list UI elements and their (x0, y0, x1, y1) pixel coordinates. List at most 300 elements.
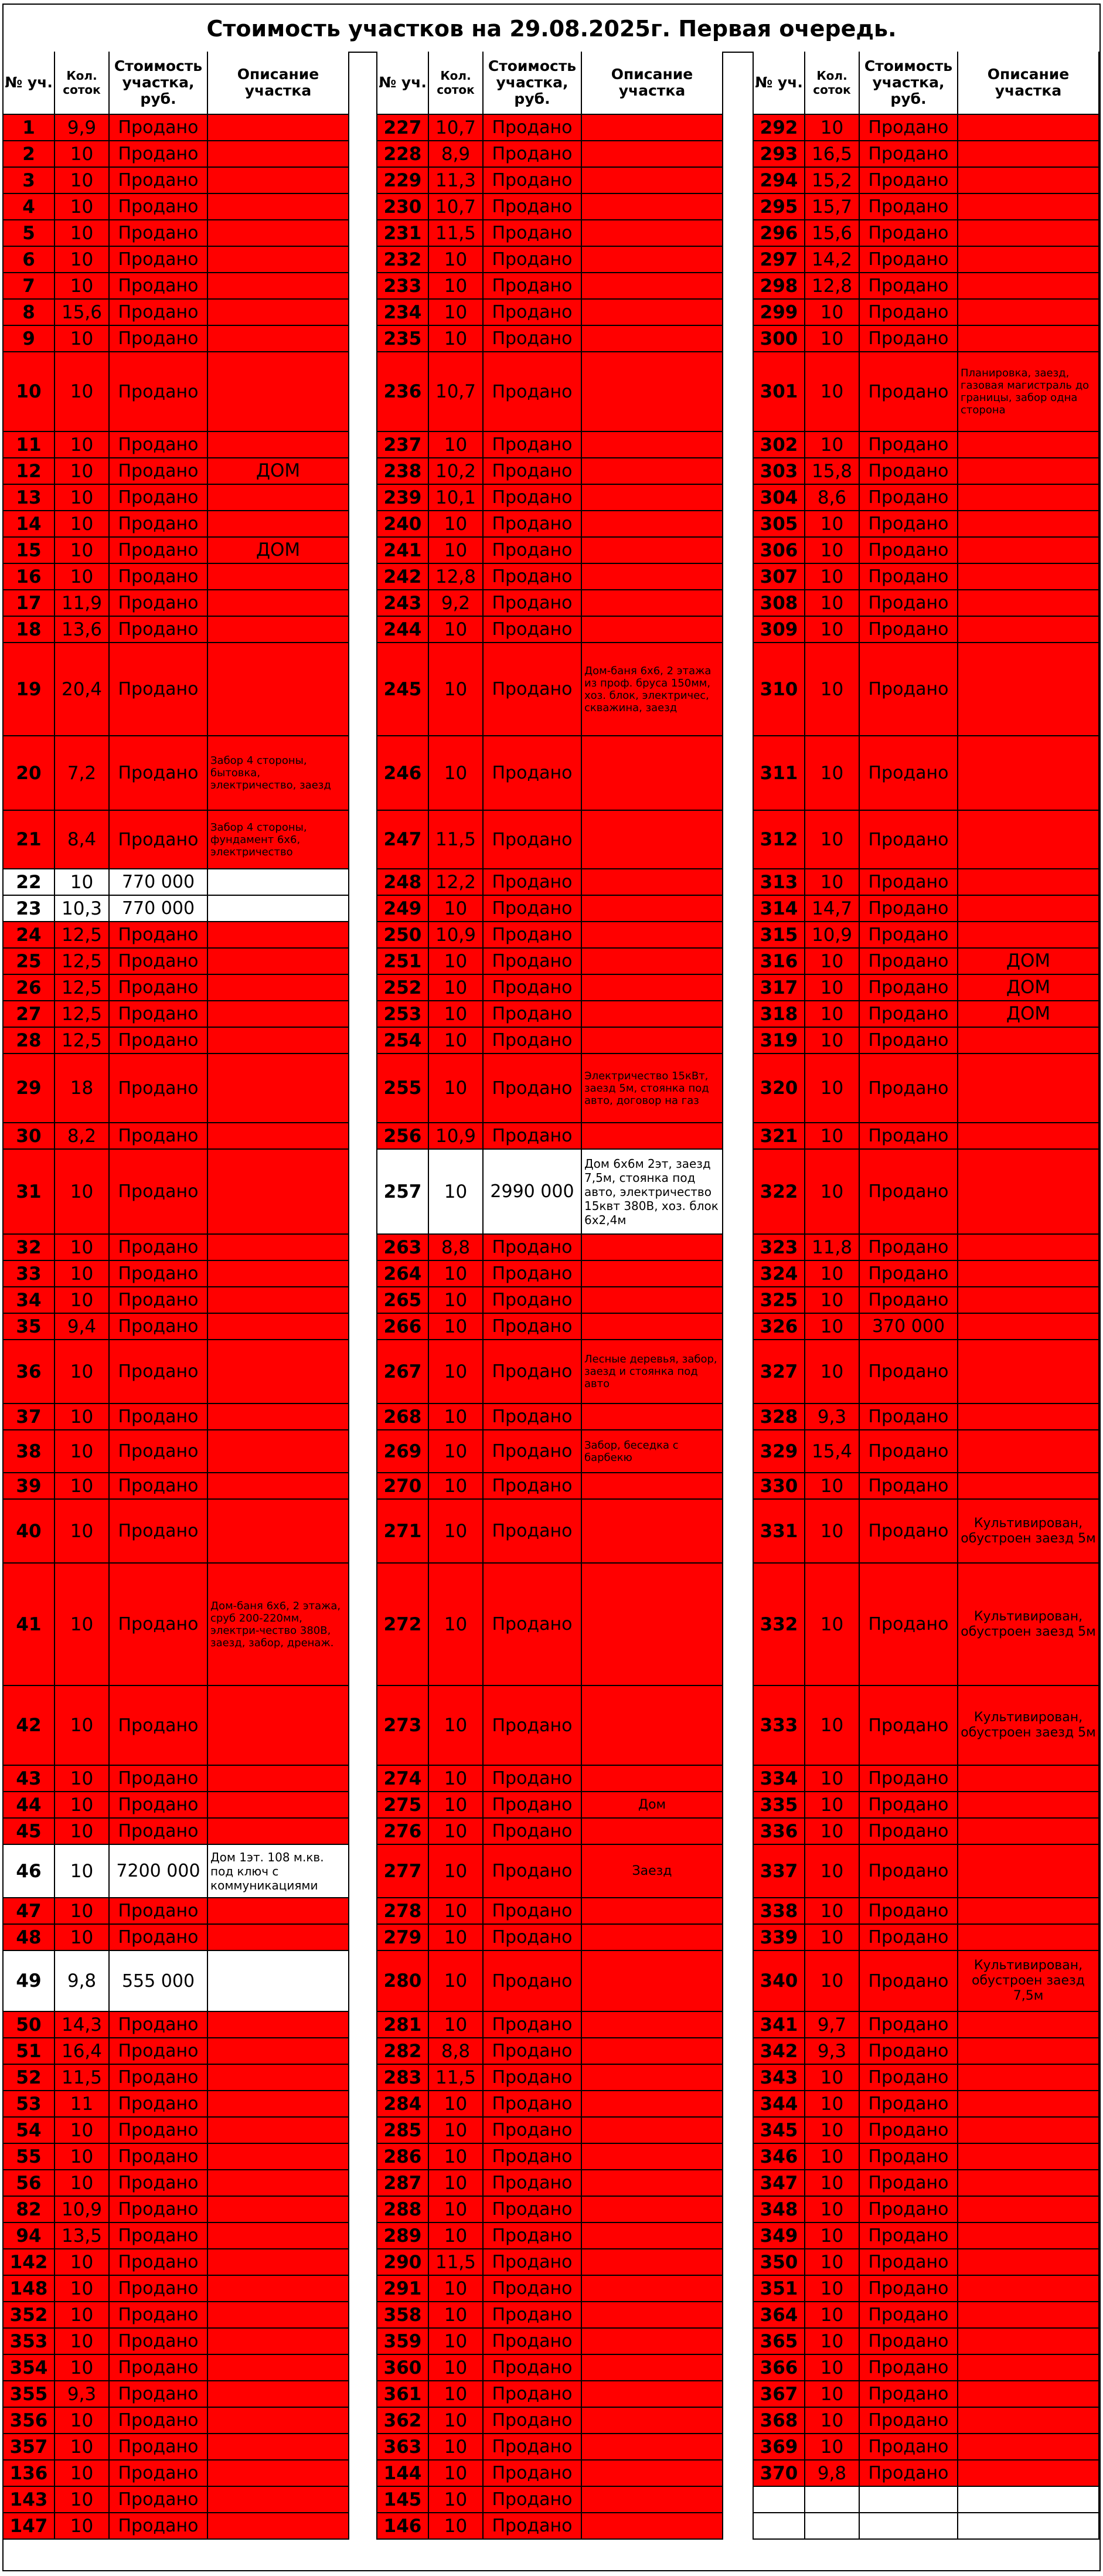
plot-description: Культивирован, обустроен заезд 5м (961, 1609, 1096, 1639)
plot-price: Продано (860, 2065, 958, 2090)
table-row[interactable] (4, 922, 348, 949)
table-row[interactable] (377, 1001, 722, 1028)
table-row[interactable] (377, 736, 722, 811)
table-row[interactable] (4, 2249, 348, 2276)
table-row[interactable] (4, 1404, 348, 1430)
table-row[interactable] (377, 975, 722, 1001)
plot-area: 10 (429, 2434, 484, 2459)
plot-description (958, 1287, 1098, 1313)
table-row[interactable] (4, 538, 348, 564)
plot-description: Заезд (632, 1863, 672, 1878)
table-row[interactable] (4, 1314, 348, 1340)
table-row[interactable] (4, 1766, 348, 1792)
plot-price: Продано (484, 1925, 582, 1950)
plot-description: ДОМ (1006, 977, 1051, 998)
table-row[interactable] (377, 194, 722, 220)
table-row[interactable] (4, 485, 348, 511)
plot-number: 31 (4, 1150, 55, 1233)
plot-area: 10 (429, 1404, 484, 1429)
table-row[interactable] (4, 432, 348, 458)
table-row[interactable] (377, 2513, 722, 2540)
table-row[interactable] (4, 194, 348, 220)
plot-number: 310 (754, 643, 805, 735)
plot-price: Продано (484, 1564, 582, 1685)
table-row[interactable] (377, 538, 722, 564)
table-row[interactable] (377, 220, 722, 247)
table-row[interactable] (4, 1340, 348, 1404)
plot-area: 10 (429, 2223, 484, 2248)
plot-area: 10 (55, 1845, 110, 1897)
header-description: Описание участка (237, 66, 319, 99)
table-row[interactable] (754, 617, 1098, 643)
table-row[interactable] (754, 1314, 1098, 1340)
table-row[interactable] (754, 869, 1098, 896)
table-row[interactable] (4, 1898, 348, 1925)
plot-number: 15 (4, 538, 55, 563)
table-row[interactable] (754, 1261, 1098, 1287)
table-row[interactable] (754, 811, 1098, 869)
table-row[interactable] (377, 2461, 722, 2487)
table-row[interactable] (377, 2118, 722, 2144)
table-row[interactable] (377, 1564, 722, 1686)
table-row[interactable] (4, 2302, 348, 2329)
table-row[interactable] (377, 485, 722, 511)
plot-area: 10 (429, 2408, 484, 2433)
table-row[interactable] (4, 2434, 348, 2461)
plot-area: 10 (429, 2144, 484, 2169)
plot-price: Продано (860, 1845, 958, 1897)
table-row[interactable] (754, 326, 1098, 352)
table-row[interactable] (4, 2118, 348, 2144)
table-row[interactable] (4, 811, 348, 869)
table-row[interactable] (754, 2223, 1098, 2249)
table-row[interactable] (4, 736, 348, 811)
table-row[interactable] (377, 2434, 722, 2461)
plot-number: 231 (377, 220, 429, 246)
plot-description (582, 590, 722, 616)
plot-price: Продано (860, 2381, 958, 2407)
table-row[interactable] (4, 220, 348, 247)
table-row[interactable] (754, 247, 1098, 273)
plot-area: 10 (55, 1564, 110, 1685)
table-row[interactable] (754, 1686, 1098, 1766)
plot-number: 145 (377, 2487, 429, 2512)
table-row[interactable] (4, 2513, 348, 2540)
plot-price: Продано (484, 1340, 582, 1403)
plot-price: Продано (484, 141, 582, 166)
table-row[interactable] (4, 2381, 348, 2408)
table-row[interactable] (4, 1001, 348, 1028)
table-row[interactable] (754, 590, 1098, 617)
plot-area: 9,3 (805, 1404, 860, 1429)
table-row[interactable] (4, 458, 348, 485)
table-row[interactable] (377, 115, 722, 141)
table-row[interactable] (4, 2065, 348, 2091)
plot-number: 327 (754, 1340, 805, 1403)
table-row[interactable] (754, 2276, 1098, 2302)
table-row[interactable] (754, 1925, 1098, 1951)
plot-number: 320 (754, 1054, 805, 1122)
table-row[interactable] (4, 273, 348, 300)
plot-area: 9,7 (805, 2012, 860, 2037)
table-row[interactable] (377, 2276, 722, 2302)
table-row[interactable] (377, 2408, 722, 2434)
plot-area: 10 (805, 1314, 860, 1339)
plot-area: 10 (55, 2329, 110, 2354)
table-row[interactable] (754, 922, 1098, 949)
table-row[interactable] (377, 1500, 722, 1564)
table-row[interactable] (754, 2118, 1098, 2144)
table-row[interactable] (754, 2355, 1098, 2381)
table-row[interactable] (377, 1792, 722, 1819)
plot-area: 10 (805, 2249, 860, 2275)
table-row[interactable] (377, 2012, 722, 2038)
table-row[interactable] (4, 326, 348, 352)
plot-number: 256 (377, 1123, 429, 1148)
plot-area: 10 (55, 1686, 110, 1765)
table-row[interactable] (4, 1473, 348, 1500)
plot-description (958, 1314, 1098, 1339)
table-row[interactable] (4, 1261, 348, 1287)
table-row[interactable] (377, 1235, 722, 1261)
table-row[interactable] (4, 1123, 348, 1150)
table-row[interactable] (377, 141, 722, 168)
table-row[interactable] (4, 2487, 348, 2513)
table-row[interactable] (754, 115, 1098, 141)
table-row[interactable] (754, 2434, 1098, 2461)
table-row[interactable] (377, 617, 722, 643)
table-row[interactable] (4, 2223, 348, 2249)
table-row[interactable] (377, 2038, 722, 2065)
table-row[interactable] (754, 2065, 1098, 2091)
table-row[interactable] (754, 220, 1098, 247)
plot-number: 94 (4, 2223, 55, 2248)
table-row[interactable] (4, 1925, 348, 1951)
table-row[interactable] (754, 896, 1098, 922)
table-row[interactable] (4, 2276, 348, 2302)
table-row[interactable] (754, 2170, 1098, 2197)
table-row[interactable] (4, 949, 348, 975)
plot-area: 10 (55, 1430, 110, 1472)
table-row[interactable] (377, 1819, 722, 1845)
table-row[interactable] (4, 1792, 348, 1819)
table-row[interactable] (377, 1404, 722, 1430)
table-row[interactable] (754, 2329, 1098, 2355)
table-row[interactable] (377, 811, 722, 869)
table-row[interactable] (754, 1404, 1098, 1430)
table-row[interactable] (754, 1564, 1098, 1686)
plot-number: 282 (377, 2038, 429, 2064)
header-row (4, 52, 348, 115)
table-row[interactable] (4, 2408, 348, 2434)
table-row[interactable] (4, 247, 348, 273)
plot-number: 336 (754, 1819, 805, 1844)
table-row[interactable] (754, 511, 1098, 538)
plot-description (582, 326, 722, 351)
table-row[interactable] (754, 1792, 1098, 1819)
table-row[interactable] (377, 2355, 722, 2381)
plot-area: 10 (805, 590, 860, 616)
plot-area: 10 (805, 617, 860, 642)
plot-number: 348 (754, 2197, 805, 2222)
plot-number: 40 (4, 1500, 55, 1562)
table-row[interactable] (4, 643, 348, 736)
table-row[interactable] (4, 1430, 348, 1473)
table-row[interactable] (4, 1951, 348, 2012)
plot-price: Продано (484, 2065, 582, 2090)
plot-price: Продано (484, 1235, 582, 1260)
plot-area: 10 (429, 2487, 484, 2512)
table-row[interactable] (377, 2381, 722, 2408)
table-row[interactable] (754, 2381, 1098, 2408)
table-row[interactable] (754, 1123, 1098, 1150)
plot-description (582, 564, 722, 589)
table-row[interactable] (754, 1287, 1098, 1314)
table-row[interactable] (754, 1819, 1098, 1845)
table-row[interactable] (4, 975, 348, 1001)
table-row[interactable] (377, 1123, 722, 1150)
table-row[interactable] (4, 2012, 348, 2038)
table-row[interactable] (377, 1925, 722, 1951)
table-row[interactable] (377, 1314, 722, 1340)
table-row[interactable] (754, 1340, 1098, 1404)
table-row[interactable] (377, 2065, 722, 2091)
table-row[interactable] (377, 1150, 722, 1235)
table-row[interactable] (4, 1564, 348, 1686)
table-row[interactable] (754, 643, 1098, 736)
table-row[interactable] (377, 273, 722, 300)
table-row[interactable] (377, 1951, 722, 2012)
plot-number: 267 (377, 1340, 429, 1403)
table-row[interactable] (4, 141, 348, 168)
table-row[interactable] (754, 736, 1098, 811)
table-row[interactable] (4, 590, 348, 617)
table-row[interactable] (754, 1028, 1098, 1054)
plot-description (958, 2461, 1098, 2486)
table-row[interactable] (377, 511, 722, 538)
table-row[interactable] (754, 485, 1098, 511)
table-row[interactable] (377, 2487, 722, 2513)
table-row[interactable] (377, 1430, 722, 1473)
table-row[interactable] (377, 432, 722, 458)
plot-number: 273 (377, 1686, 429, 1765)
table-row[interactable] (377, 1473, 722, 1500)
table-row[interactable] (4, 1054, 348, 1123)
plot-description (582, 1925, 722, 1950)
table-row[interactable] (377, 2091, 722, 2118)
plot-description (582, 736, 722, 810)
table-row[interactable] (754, 1430, 1098, 1473)
table-row[interactable] (754, 273, 1098, 300)
table-row[interactable] (377, 1261, 722, 1287)
table-row[interactable] (4, 1500, 348, 1564)
table-row[interactable] (377, 590, 722, 617)
plot-number: 227 (377, 115, 429, 140)
plot-area: 10,7 (429, 194, 484, 219)
table-row[interactable] (754, 141, 1098, 168)
table-row[interactable] (377, 1028, 722, 1054)
table-row[interactable] (754, 168, 1098, 194)
plot-area: 10 (429, 1925, 484, 1950)
table-row[interactable] (754, 458, 1098, 485)
table-row[interactable] (4, 2197, 348, 2223)
table-row[interactable] (754, 2197, 1098, 2223)
table-row[interactable] (377, 2170, 722, 2197)
table-row[interactable] (377, 1766, 722, 1792)
table-row[interactable] (377, 2329, 722, 2355)
table-row[interactable] (4, 1235, 348, 1261)
table-row[interactable] (4, 1686, 348, 1766)
table-row[interactable] (4, 2329, 348, 2355)
table-row[interactable] (377, 1287, 722, 1314)
table-row[interactable] (4, 896, 348, 922)
table-row[interactable] (754, 352, 1098, 432)
table-row[interactable] (754, 949, 1098, 975)
table-row[interactable] (754, 564, 1098, 590)
plot-area: 10 (805, 1564, 860, 1685)
table-row[interactable] (377, 2197, 722, 2223)
plot-description (582, 1898, 722, 1923)
table-row[interactable] (377, 896, 722, 922)
table-row[interactable] (754, 1845, 1098, 1898)
table-row[interactable] (754, 1898, 1098, 1925)
table-row[interactable] (4, 1819, 348, 1845)
table-row[interactable] (754, 1150, 1098, 1235)
plot-price: Продано (860, 220, 958, 246)
table-row[interactable] (754, 1235, 1098, 1261)
plot-price: Продано (110, 1314, 208, 1339)
table-row[interactable] (4, 617, 348, 643)
plot-area (805, 2487, 860, 2512)
table-row[interactable] (754, 1766, 1098, 1792)
plot-number: 34 (4, 1287, 55, 1313)
table-row[interactable] (754, 1951, 1098, 2012)
table-row[interactable] (377, 1054, 722, 1123)
table-row[interactable] (754, 2012, 1098, 2038)
table-row[interactable] (754, 1001, 1098, 1028)
table-row[interactable] (4, 2038, 348, 2065)
table-row[interactable] (754, 300, 1098, 326)
plot-price: Продано (110, 115, 208, 140)
table-row[interactable] (754, 1500, 1098, 1564)
table-row[interactable] (4, 115, 348, 141)
plots-column-3 (753, 52, 1099, 2540)
table-row[interactable] (377, 352, 722, 432)
table-row[interactable] (754, 2408, 1098, 2434)
table-row[interactable] (754, 2038, 1098, 2065)
plot-price: Продано (110, 1473, 208, 1498)
table-row[interactable] (754, 1054, 1098, 1123)
plot-number: 266 (377, 1314, 429, 1339)
plot-price: Продано (484, 949, 582, 974)
table-row[interactable] (4, 511, 348, 538)
plot-area: 18 (55, 1054, 110, 1122)
plot-price: Продано (110, 2170, 208, 2196)
plot-description (208, 2065, 348, 2090)
plot-area: 10 (805, 2197, 860, 2222)
plot-description (208, 1792, 348, 1817)
table-row[interactable] (4, 168, 348, 194)
plot-area: 10 (805, 2381, 860, 2407)
plot-number: 323 (754, 1235, 805, 1260)
header-plot-number: № уч. (754, 52, 805, 114)
plot-description (208, 1819, 348, 1844)
table-row[interactable] (377, 1845, 722, 1898)
table-row[interactable] (4, 1287, 348, 1314)
table-row[interactable] (377, 326, 722, 352)
table-row[interactable] (377, 2249, 722, 2276)
table-row[interactable] (4, 2091, 348, 2118)
table-row[interactable] (754, 2302, 1098, 2329)
plot-number: 353 (4, 2329, 55, 2354)
table-row[interactable] (377, 922, 722, 949)
table-row[interactable] (754, 2487, 1098, 2513)
table-row[interactable] (754, 432, 1098, 458)
table-row[interactable] (377, 643, 722, 736)
table-row[interactable] (754, 1473, 1098, 1500)
table-row[interactable] (377, 564, 722, 590)
table-row[interactable] (377, 458, 722, 485)
plot-price: Продано (110, 1564, 208, 1685)
table-row[interactable] (754, 975, 1098, 1001)
plot-description (582, 949, 722, 974)
table-row[interactable] (377, 2223, 722, 2249)
table-row[interactable] (377, 168, 722, 194)
plot-area: 10,3 (55, 896, 110, 921)
table-row[interactable] (377, 1898, 722, 1925)
table-row[interactable] (4, 869, 348, 896)
table-row[interactable] (754, 538, 1098, 564)
plot-description (208, 2118, 348, 2143)
table-row[interactable] (754, 2249, 1098, 2276)
plot-description (958, 1054, 1098, 1122)
plot-price: Продано (110, 1686, 208, 1765)
table-row[interactable] (4, 352, 348, 432)
table-row[interactable] (377, 247, 722, 273)
plot-description (208, 617, 348, 642)
table-row[interactable] (4, 1150, 348, 1235)
table-row[interactable] (377, 1686, 722, 1766)
table-row[interactable] (4, 2461, 348, 2487)
plot-price: Продано (860, 922, 958, 947)
plot-number: 38 (4, 1430, 55, 1472)
table-row[interactable] (754, 2091, 1098, 2118)
table-row[interactable] (754, 2144, 1098, 2170)
plot-area: 10 (429, 896, 484, 921)
table-row[interactable] (377, 2302, 722, 2329)
table-row[interactable] (377, 300, 722, 326)
plot-number: 51 (4, 2038, 55, 2064)
table-row[interactable] (754, 194, 1098, 220)
table-row[interactable] (4, 564, 348, 590)
table-row[interactable] (377, 1340, 722, 1404)
table-row[interactable] (4, 2144, 348, 2170)
table-row[interactable] (377, 2144, 722, 2170)
table-row[interactable] (754, 2513, 1098, 2540)
plot-number: 82 (4, 2197, 55, 2222)
plot-area: 10 (55, 2408, 110, 2433)
table-row[interactable] (4, 1028, 348, 1054)
table-row[interactable] (377, 869, 722, 896)
table-row[interactable] (377, 949, 722, 975)
table-row[interactable] (4, 2355, 348, 2381)
plot-number: 293 (754, 141, 805, 166)
table-row[interactable] (4, 300, 348, 326)
table-row[interactable] (4, 2170, 348, 2197)
table-row[interactable] (754, 2461, 1098, 2487)
table-row[interactable] (4, 1845, 348, 1898)
plot-number: 244 (377, 617, 429, 642)
